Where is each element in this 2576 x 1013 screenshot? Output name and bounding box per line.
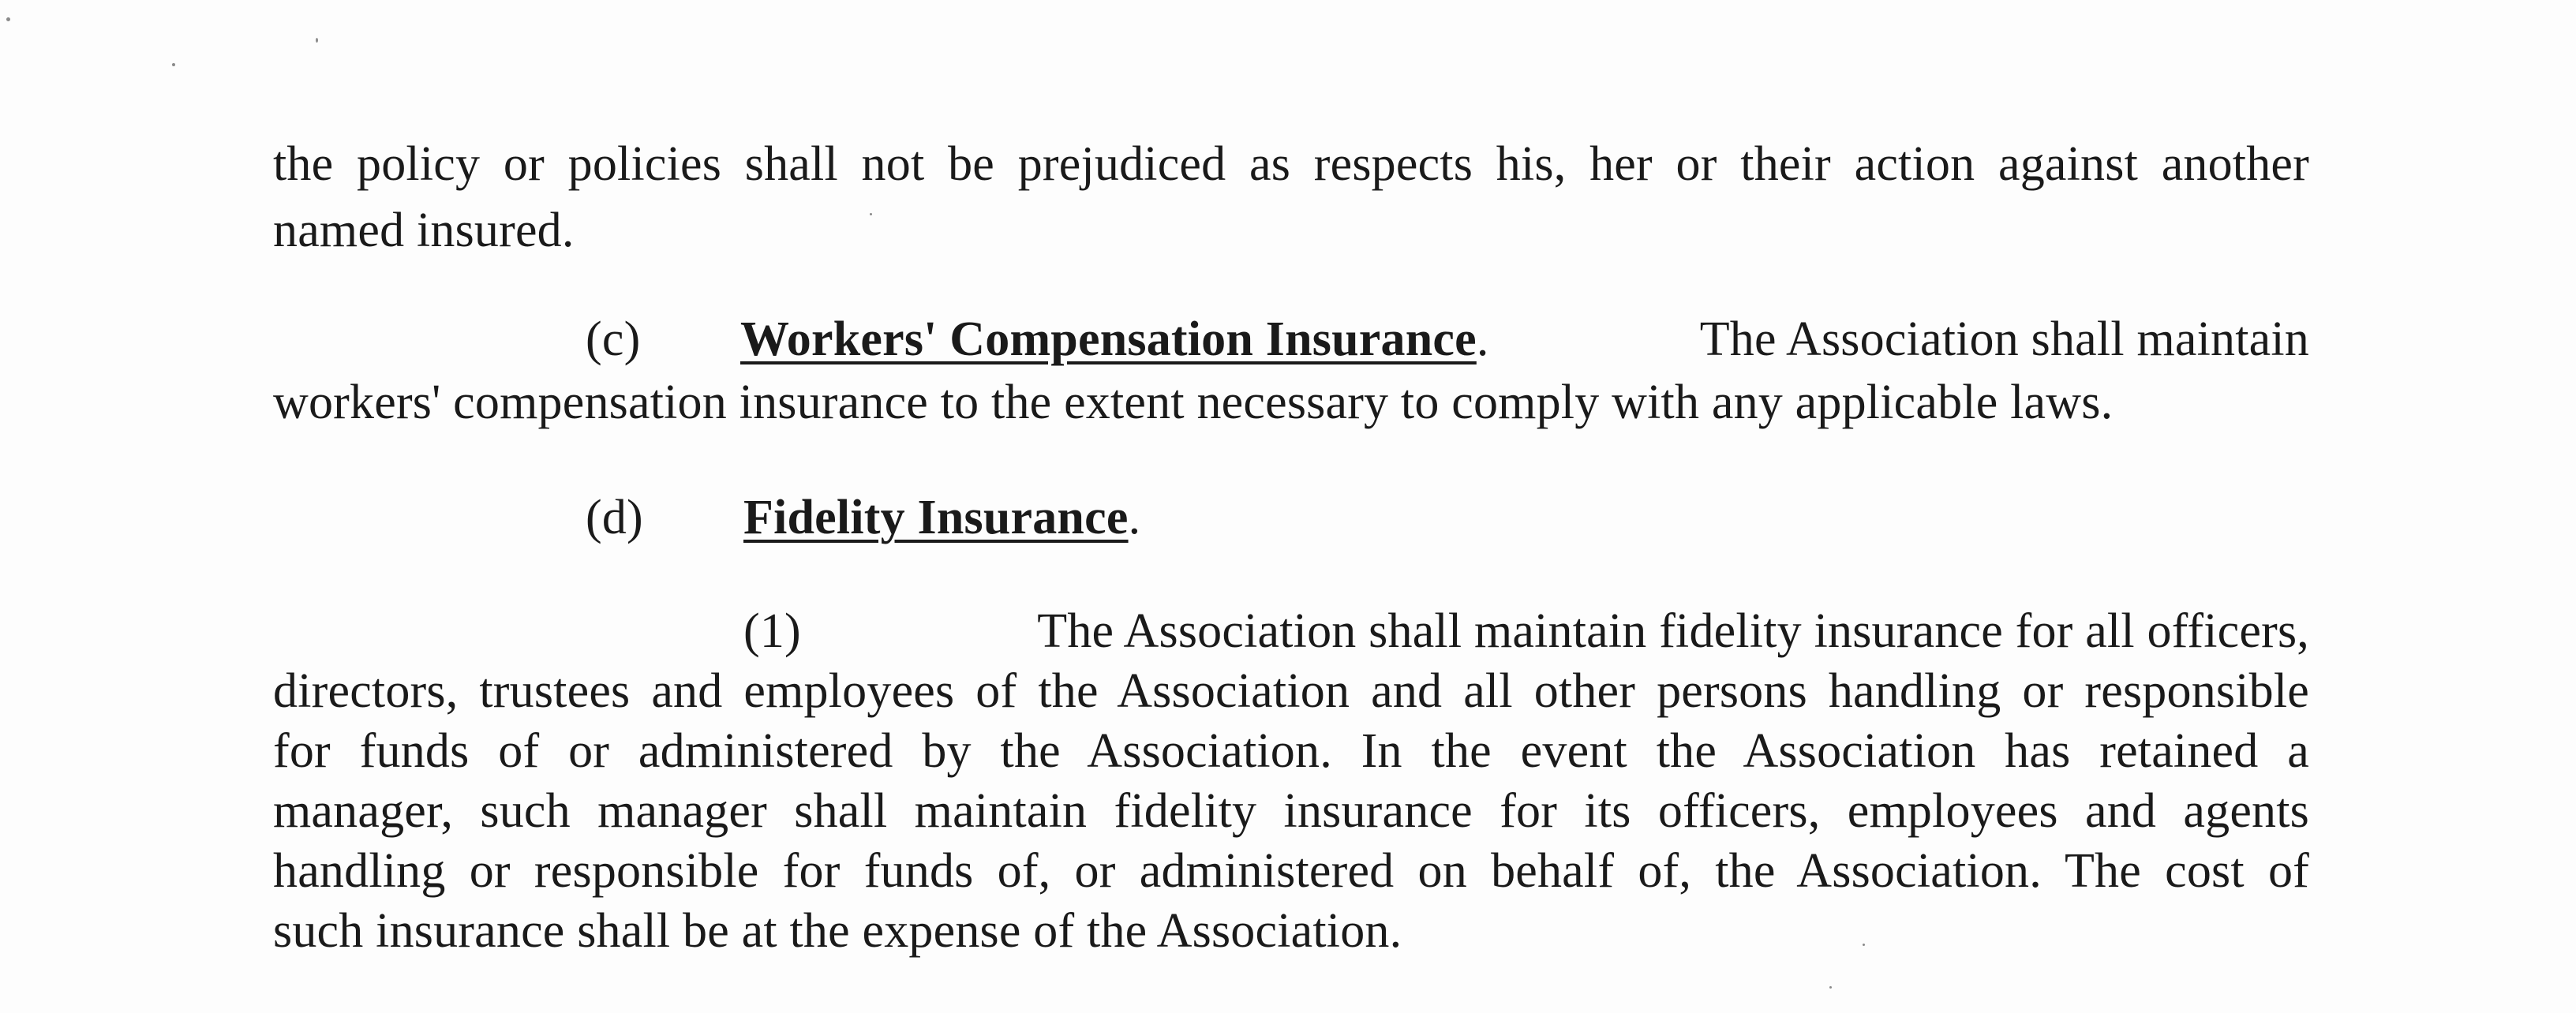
section-d-heading-group [743,486,1140,549]
paragraph-line: manager, such manager shall maintain fidelity insurance for its officers, employees and agents [273,784,2309,838]
paragraph-line: the policy or policies shall not be prejudiced as respects his, her or their action against another [273,137,2309,191]
section-number: (d) [586,491,643,544]
paragraph-line: directors, trustees and employees of the Association and all other persons handling or responsible [273,664,2309,718]
subsection-number: (1) [743,604,801,658]
scan-speck [1829,986,1832,989]
subsection-1-text: The Association shall maintain fidelity insurance for all officers, [1037,604,2309,658]
section-heading: Workers' Compensation Insurance [740,312,1477,366]
section-c-heading-group [740,308,1489,371]
paragraph-line: named insured. [273,204,575,257]
scan-speck [6,17,10,21]
section-heading: Fidelity Insurance [743,491,1129,544]
paragraph-line: workers' compensation insurance to the extent necessary to comply with any applicable laws. [273,376,2114,429]
section-number: (c) [586,312,641,366]
paragraph-line: such insurance shall be at the expense of the Association. [273,904,1402,958]
section-c-text: The Association shall maintain [1699,312,2309,366]
heading-period: . [1476,312,1489,366]
paragraph-line: handling or responsible for funds of, or administered on behalf of, the Association. The cost of [273,844,2309,898]
heading-period: . [1128,491,1141,544]
scan-speck [172,63,175,66]
scan-speck [316,38,318,43]
paragraph-line: for funds of or administered by the Association. In the event the Association has retained a [273,724,2309,778]
